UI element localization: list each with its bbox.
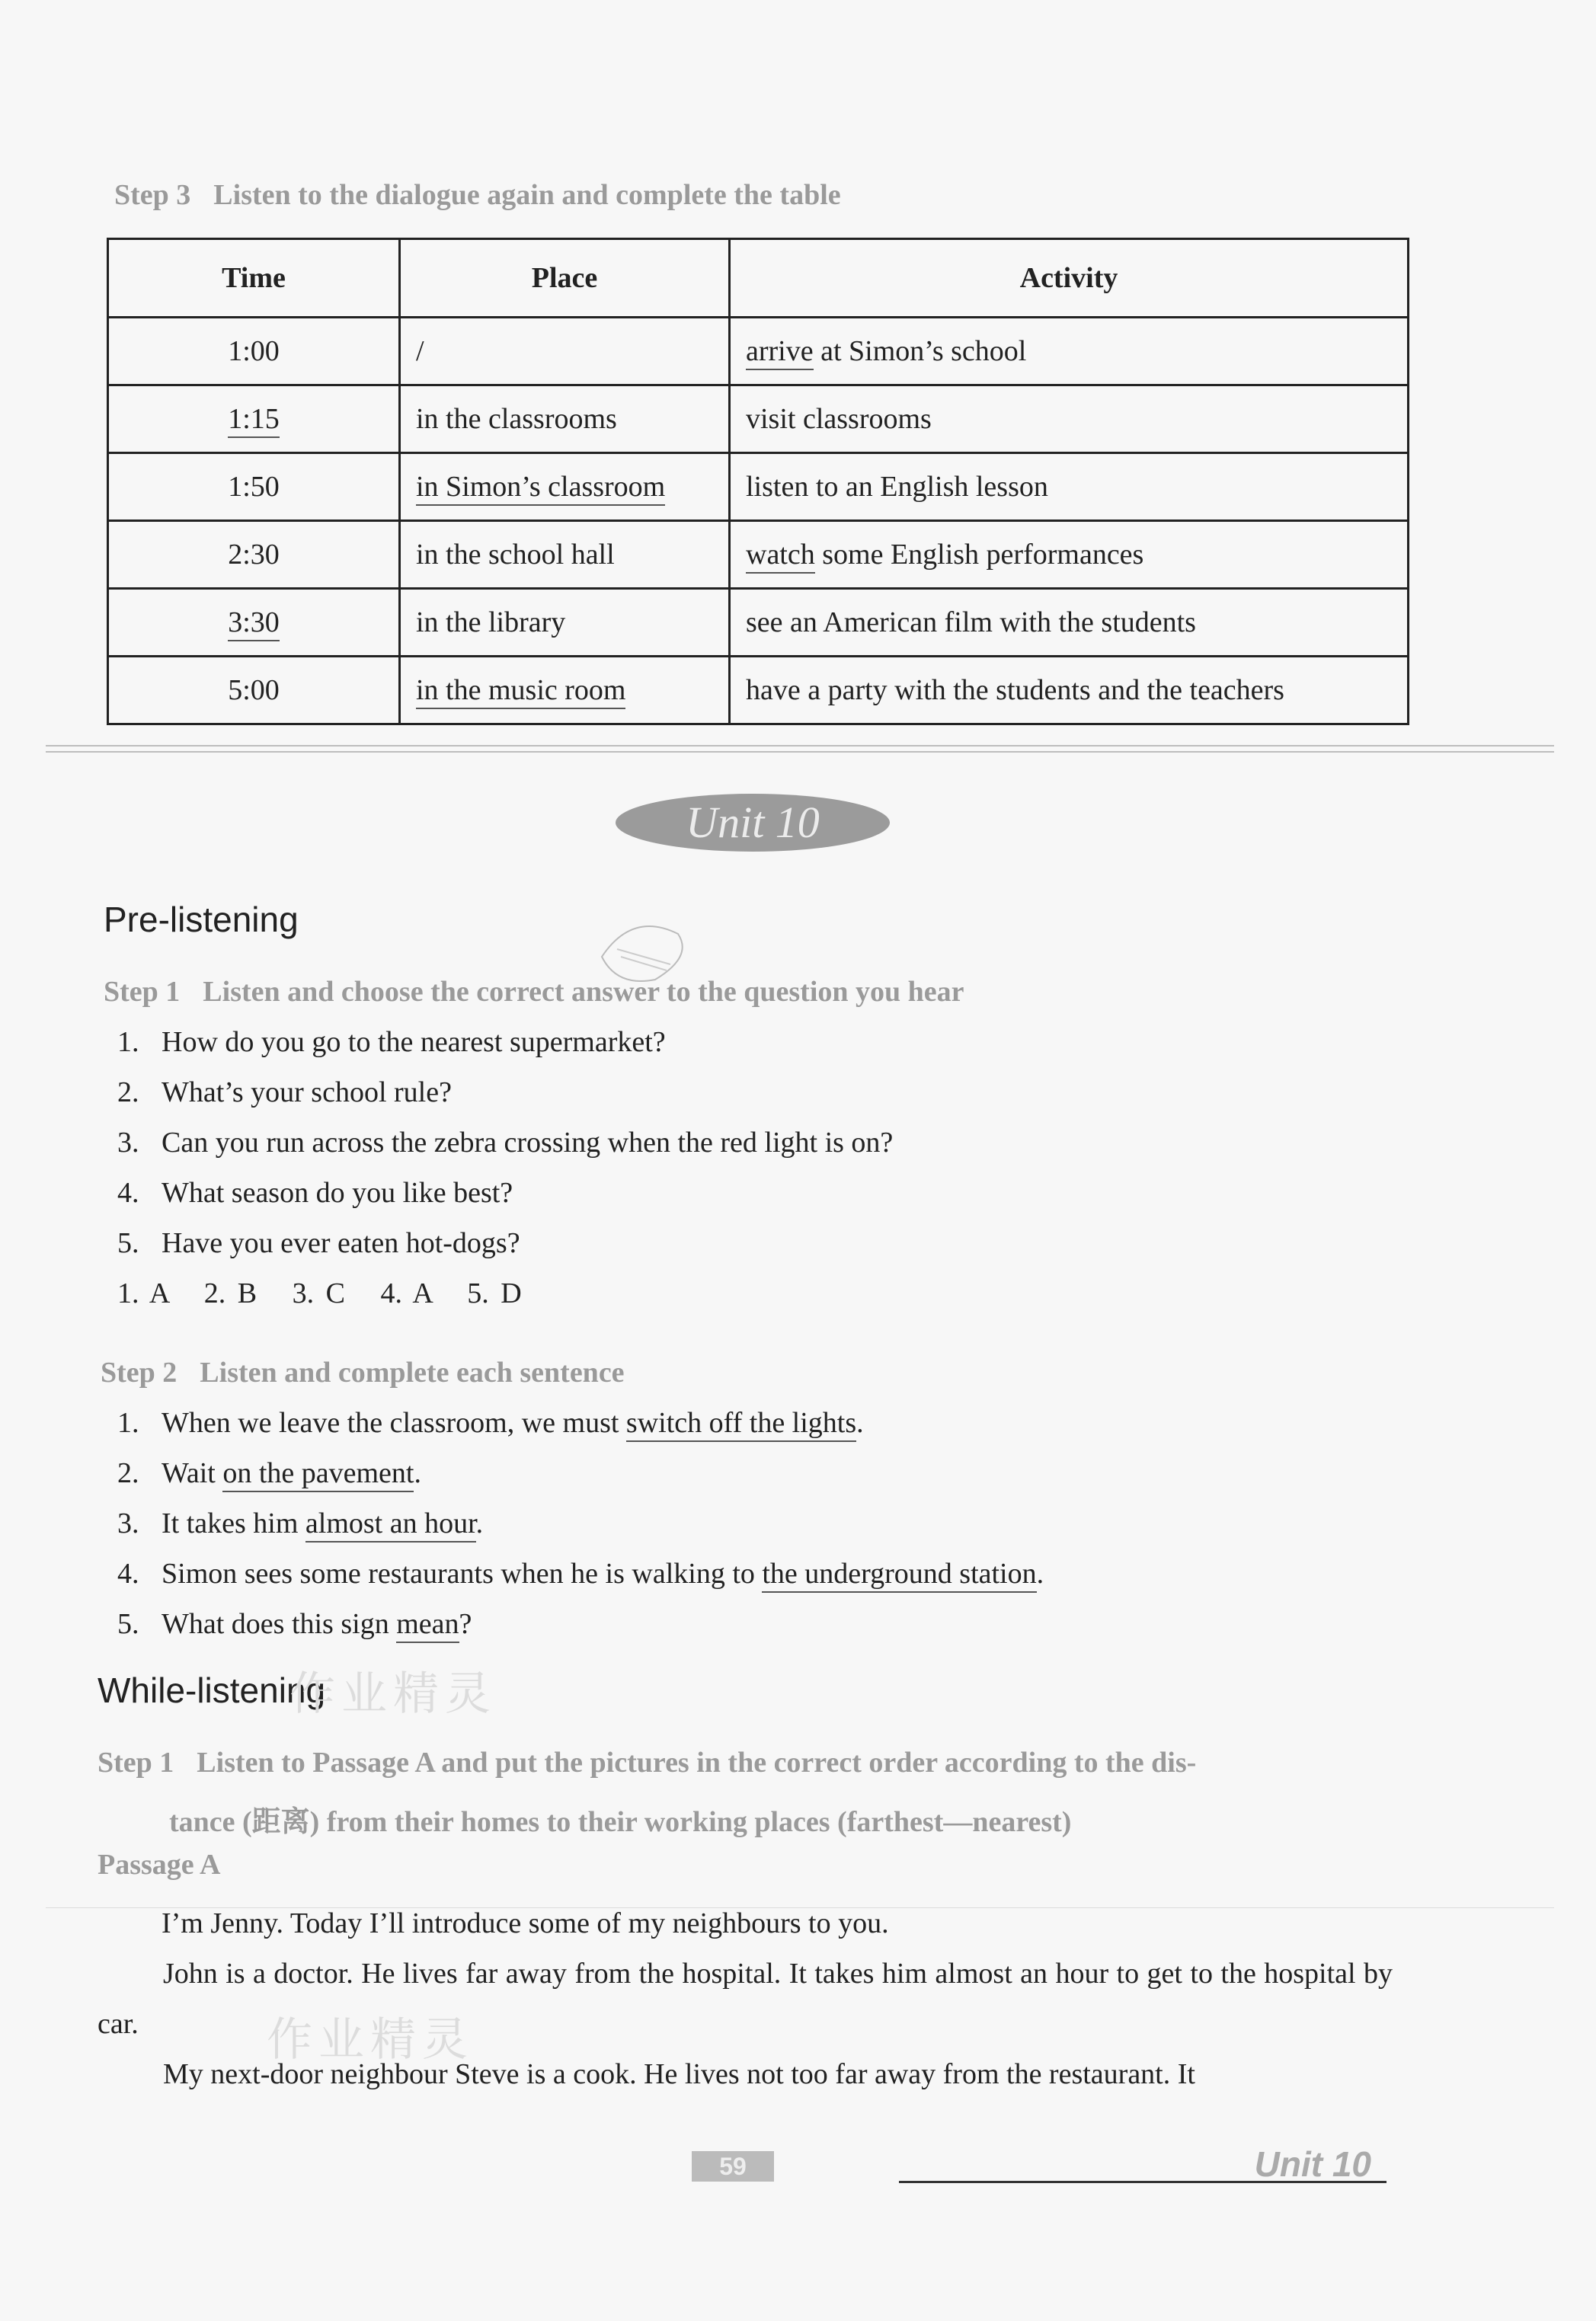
- time-value: 2:30: [228, 539, 280, 571]
- header-activity: Activity: [730, 239, 1409, 318]
- list-item: 5. What does this sign mean?: [117, 1607, 472, 1641]
- header-place: Place: [400, 239, 730, 318]
- question-text: What’s your school rule?: [162, 1076, 452, 1108]
- time-value: 5:00: [228, 674, 280, 706]
- sentence-text: It takes him: [162, 1507, 305, 1539]
- time-cell: [108, 318, 400, 385]
- place-cell: [400, 521, 730, 589]
- header-time: Time: [108, 239, 400, 318]
- time-answer: 1:15: [228, 403, 280, 438]
- time-cell: [108, 589, 400, 657]
- activity-cell: [730, 589, 1409, 657]
- sentence-end: ?: [459, 1608, 472, 1640]
- schedule-table: [107, 238, 1409, 725]
- list-item: 4. What season do you like best?: [117, 1177, 513, 1209]
- while-listening-heading: While-listening: [98, 1670, 326, 1710]
- table-row: [108, 453, 1409, 521]
- sentence-end: .: [1036, 1558, 1044, 1590]
- time-cell: [108, 385, 400, 453]
- page-number: 59: [692, 2151, 774, 2182]
- sentence-text: Simon sees some restaurants when he is walking to: [162, 1558, 763, 1590]
- place-value: in the school hall: [416, 539, 615, 571]
- footer-unit-label: Unit 10: [899, 2144, 1387, 2183]
- sentence-end: .: [414, 1457, 421, 1489]
- time-value: 1:00: [228, 335, 280, 367]
- pre-step1-title: [104, 975, 964, 1009]
- time-value: 1:50: [228, 471, 280, 503]
- place-value: in the classrooms: [416, 403, 617, 435]
- activity-value: have a party with the students and the teachers: [746, 674, 1284, 706]
- step3-title: [114, 178, 841, 212]
- pre-step2-title: [101, 1356, 625, 1389]
- passage-paragraph-2: John is a doctor. He lives far away from the hospital. It takes him almost an hour to get to the hospital by car.: [98, 1958, 1393, 2040]
- activity-value: visit classrooms: [746, 403, 932, 435]
- table-row: [108, 521, 1409, 589]
- sentence-answer: the underground station: [762, 1558, 1036, 1593]
- sentence-answer: switch off the lights: [626, 1407, 856, 1442]
- question-text: How do you go to the nearest supermarket?: [162, 1026, 666, 1058]
- pre-step1-label: Step 1: [104, 976, 181, 1008]
- table-row: [108, 657, 1409, 724]
- step3-label: Step 3: [114, 179, 191, 211]
- watermark: 作业精灵: [289, 1668, 497, 1719]
- place-cell: [400, 589, 730, 657]
- section-divider: [46, 745, 1554, 746]
- passage-paragraph-1: I’m Jenny. Today I’ll introduce some of my neighbours to you.: [162, 1907, 889, 1939]
- place-cell: [400, 318, 730, 385]
- time-answer: 3:30: [228, 606, 280, 641]
- time-cell: [108, 657, 400, 724]
- section-divider-2: [46, 751, 1554, 753]
- time-cell: [108, 521, 400, 589]
- list-item: 2. Wait on the pavement.: [117, 1456, 421, 1490]
- sentence-answer: on the pavement: [222, 1457, 414, 1492]
- table-header-row: [108, 239, 1409, 318]
- place-cell: [400, 657, 730, 724]
- while-step1-text: Listen to Passage A and put the pictures in the correct order according to the dis-: [197, 1747, 1197, 1779]
- unit-badge: Unit 10: [616, 794, 890, 852]
- pre-step2-label: Step 2: [101, 1357, 178, 1389]
- sentence-text: When we leave the classroom, we must: [162, 1407, 626, 1439]
- place-value: in the library: [416, 606, 566, 638]
- sentence-answer: almost an hour: [305, 1507, 476, 1543]
- pre-step2-text: Listen and complete each sentence: [200, 1357, 625, 1389]
- answers-line: 1. A 2. B 3. C 4. A 5. D: [117, 1277, 522, 1309]
- table-row: [108, 385, 1409, 453]
- sentence-text: What does this sign: [162, 1608, 397, 1640]
- place-cell: [400, 385, 730, 453]
- passage-paragraph-3: My next-door neighbour Steve is a cook. He lives not too far away from the restaurant. It: [163, 2058, 1195, 2090]
- sentence-text: Wait: [162, 1457, 223, 1489]
- question-text: Have you ever eaten hot-dogs?: [162, 1227, 520, 1259]
- sentence-end: .: [475, 1507, 484, 1539]
- activity-answer: watch: [746, 539, 815, 574]
- activity-cell: [730, 318, 1409, 385]
- question-text: What season do you like best?: [162, 1177, 513, 1209]
- sentence-answer: mean: [396, 1608, 459, 1643]
- step3-text: Listen to the dialogue again and complete the table: [213, 179, 841, 211]
- activity-value: see an American film with the students: [746, 606, 1196, 638]
- activity-value: at Simon’s school: [813, 335, 1027, 367]
- list-item: 3. Can you run across the zebra crossing when the red light is on?: [117, 1127, 894, 1159]
- list-item: 2. What’s your school rule?: [117, 1076, 452, 1108]
- activity-cell: [730, 657, 1409, 724]
- activity-cell: [730, 385, 1409, 453]
- time-cell: [108, 453, 400, 521]
- list-item: 5. Have you ever eaten hot-dogs?: [117, 1227, 520, 1259]
- pre-step1-text: Listen and choose the correct answer to the question you hear: [203, 976, 964, 1008]
- activity-cell: [730, 453, 1409, 521]
- list-item: 4. Simon sees some restaurants when he is walking to the underground station.: [117, 1557, 1044, 1590]
- watermark-2: 作业精灵: [267, 2014, 474, 2065]
- table-row: [108, 589, 1409, 657]
- list-item: 3. It takes him almost an hour.: [117, 1507, 483, 1540]
- pre-listening-heading: Pre-listening: [104, 900, 299, 939]
- activity-cell: [730, 521, 1409, 589]
- activity-value: some English performances: [814, 539, 1144, 571]
- place-answer: in the music room: [416, 674, 625, 709]
- place-answer: in Simon’s classroom: [416, 471, 665, 506]
- question-text: Can you run across the zebra crossing when the red light is on?: [162, 1127, 894, 1159]
- activity-answer: arrive: [746, 335, 814, 370]
- passage-label: Passage A: [98, 1849, 221, 1881]
- while-step1-label: Step 1: [98, 1747, 174, 1779]
- while-step1-title: [98, 1746, 1196, 1779]
- table-row: [108, 318, 1409, 385]
- list-item: 1. When we leave the classroom, we must switch off the lights.: [117, 1406, 864, 1440]
- place-value: /: [416, 335, 424, 367]
- place-cell: [400, 453, 730, 521]
- sentence-end: .: [856, 1407, 864, 1439]
- list-item: 1. How do you go to the nearest supermarket?: [117, 1026, 666, 1058]
- activity-value: listen to an English lesson: [746, 471, 1048, 503]
- while-step1-title-cont: tance (距离) from their homes to their working places (farthest—nearest): [169, 1806, 1072, 1838]
